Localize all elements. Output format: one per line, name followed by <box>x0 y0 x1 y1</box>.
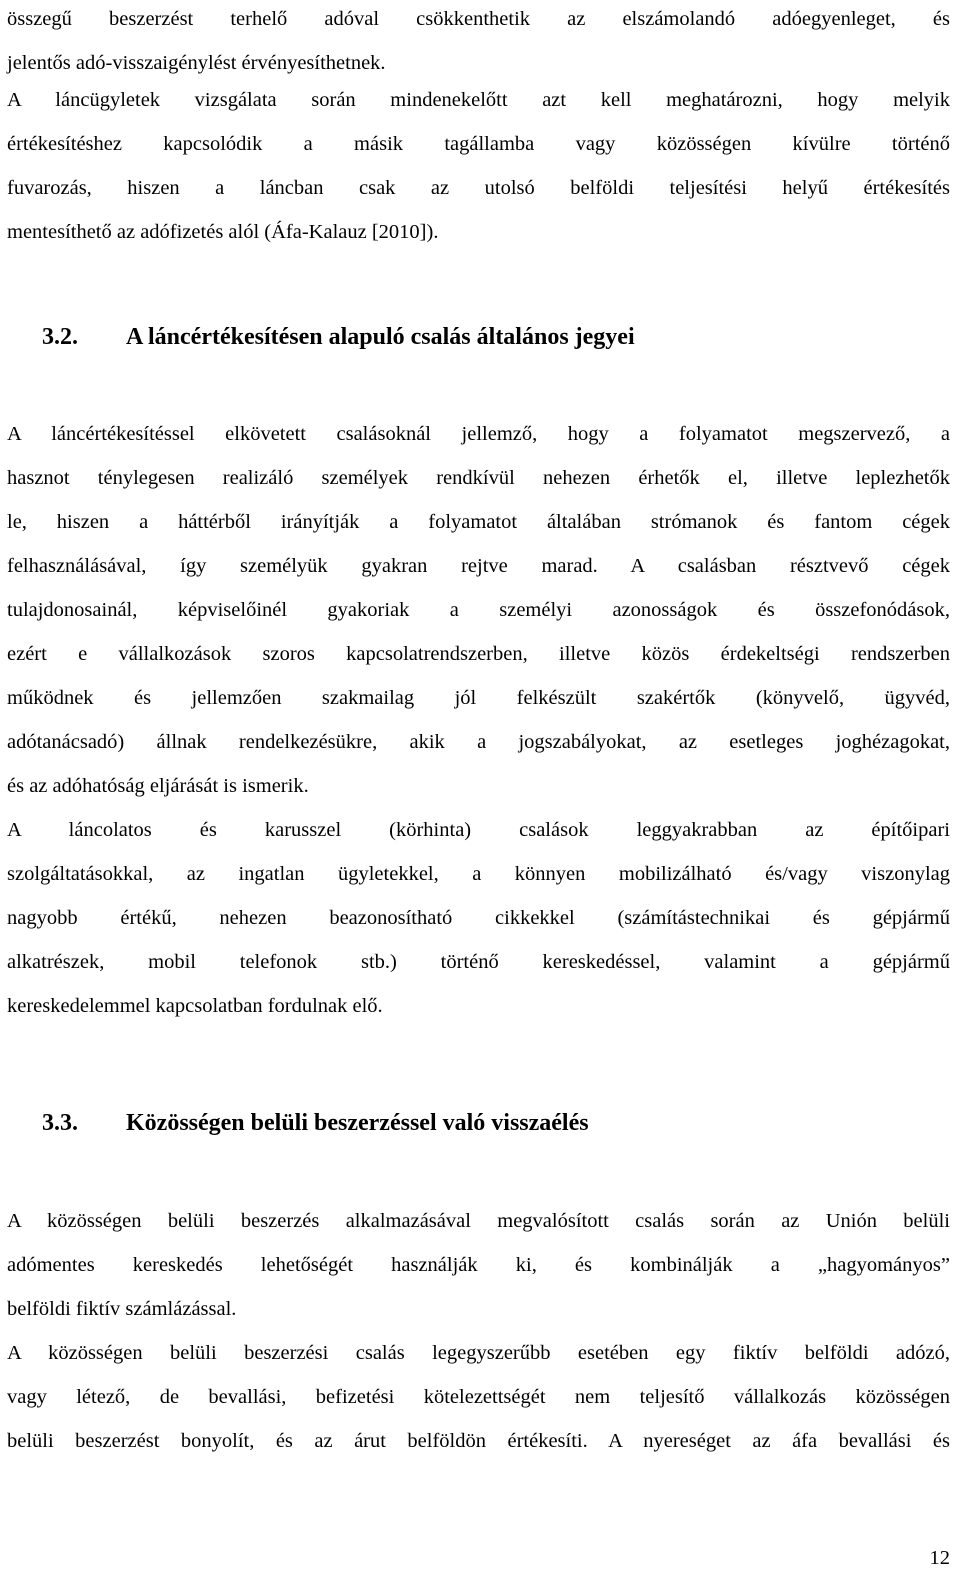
section-title: A láncértékesítésen alapuló csalás általános jegyei <box>126 324 635 350</box>
paragraph-3-3-b <box>7 1331 950 1463</box>
text-line: A láncértékesítéssel elkövetett csalásoknál jellemző, hogy a folyamatot megszervező, a <box>7 423 950 445</box>
text-line: működnek és jellemzően szakmailag jól felkészült szakértők (könyvelő, ügyvéd, <box>7 687 950 709</box>
text-line: szolgáltatásokkal, az ingatlan ügyletekkel, a könnyen mobilizálható és/vagy viszonylag <box>7 863 950 885</box>
text-line: alkatrészek, mobil telefonok stb.) történő kereskedéssel, valamint a gépjármű <box>7 951 950 973</box>
text-line: ezért e vállalkozások szoros kapcsolatrendszerben, illetve közös érdekeltségi rendszerben <box>7 643 950 665</box>
page-number: 12 <box>929 1547 950 1569</box>
text-line: és az adóhatóság eljárását is ismerik. <box>7 775 309 797</box>
paragraph-3-3-a <box>7 1199 950 1331</box>
paragraph-3-2-b <box>7 808 950 1028</box>
text-line: felhasználásával, így személyük gyakran rejtve marad. A csalásban résztvevő cégek <box>7 555 950 577</box>
text-line: belföldi fiktív számlázással. <box>7 1298 237 1320</box>
text-line: jelentős adó-visszaigénylést érvényesíthetnek. <box>7 52 386 74</box>
section-number: 3.3. <box>42 1110 78 1136</box>
text-line: fuvarozás, hiszen a láncban csak az utolsó belföldi teljesítési helyű értékesítés <box>7 177 950 199</box>
text-line: A közösségen belüli beszerzési csalás legegyszerűbb esetében egy fiktív belföldi adózó, <box>7 1342 950 1364</box>
text-line: vagy létező, de bevallási, befizetési kötelezettségét nem teljesítő vállalkozás közösségen <box>7 1386 950 1408</box>
text-line: értékesítéshez kapcsolódik a másik tagállamba vagy közösségen kívülre történő <box>7 133 950 155</box>
section-heading-3-2 <box>42 322 635 352</box>
text-line: nagyobb értékű, nehezen beazonosítható cikkekkel (számítástechnikai és gépjármű <box>7 907 950 929</box>
text-line: tulajdonosainál, képviselőinél gyakoriak a személyi azonosságok és összefonódások, <box>7 599 950 621</box>
text-line: belüli beszerzést bonyolít, és az árut belföldön értékesíti. A nyereséget az áfa bevallási és <box>7 1430 950 1452</box>
text-line: A láncügyletek vizsgálata során mindenekelőtt azt kell meghatározni, hogy melyik <box>7 89 950 111</box>
text-line: A közösségen belüli beszerzés alkalmazásával megvalósított csalás során az Unión belüli <box>7 1210 950 1232</box>
text-line: kereskedelemmel kapcsolatban fordulnak elő. <box>7 995 383 1017</box>
text-line: mentesíthető az adófizetés alól (Áfa-Kalauz [2010]). <box>7 221 439 243</box>
section-heading-3-3 <box>42 1108 589 1138</box>
section-title: Közösségen belüli beszerzéssel való visszaélés <box>126 1110 589 1136</box>
text-line: A láncolatos és karusszel (körhinta) csalások leggyakrabban az építőipari <box>7 819 950 841</box>
paragraph-chain <box>7 78 950 254</box>
text-line: le, hiszen a háttérből irányítják a folyamatot általában strómanok és fantom cégek <box>7 511 950 533</box>
section-number: 3.2. <box>42 324 78 350</box>
text-line: összegű beszerzést terhelő adóval csökkenthetik az elszámolandó adóegyenleget, és <box>7 8 950 30</box>
text-line: adótanácsadó) állnak rendelkezésükre, akik a jogszabályokat, az esetleges joghézagokat, <box>7 731 950 753</box>
paragraph-3-2-a <box>7 412 950 808</box>
text-line: adómentes kereskedés lehetőségét használják ki, és kombinálják a „hagyományos” <box>7 1254 950 1276</box>
text-line: hasznot ténylegesen realizáló személyek rendkívül nehezen érhetők el, illetve leplezhetők <box>7 467 950 489</box>
paragraph-intro <box>7 0 950 85</box>
